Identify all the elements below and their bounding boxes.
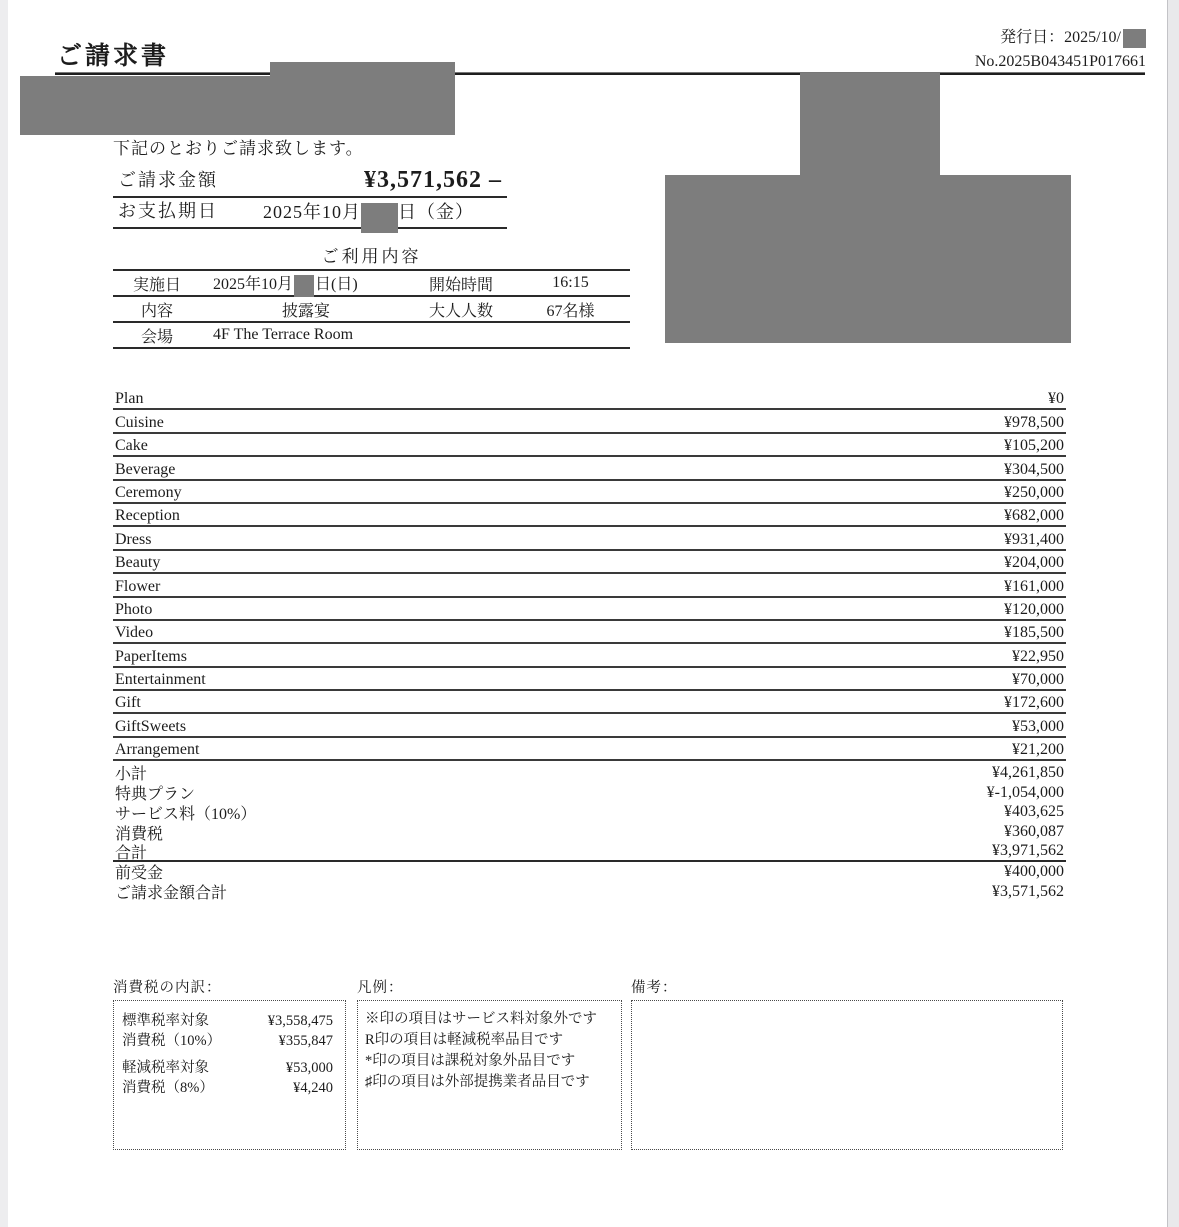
tax-label: 消費税（8%） bbox=[122, 1080, 214, 1096]
usage-date-prefix: 2025年10月 bbox=[213, 275, 294, 293]
total-amount: ¥3,971,562 bbox=[992, 842, 1064, 860]
header-rule bbox=[55, 72, 1145, 75]
issue-date-row bbox=[870, 26, 1146, 50]
item-label: Ceremony bbox=[115, 483, 182, 501]
item-label: Video bbox=[115, 624, 154, 642]
redaction-box-event-day bbox=[294, 275, 314, 297]
tax-breakdown-section bbox=[113, 976, 346, 1150]
item-amount: ¥161,000 bbox=[1004, 577, 1064, 595]
billing-amount-row bbox=[113, 164, 507, 198]
legend-line: *印の項目は課税対象外品目です bbox=[365, 1053, 576, 1069]
item-row bbox=[113, 504, 1066, 527]
total-label: ご請求金額合計 bbox=[115, 885, 228, 903]
usage-value-date bbox=[201, 271, 411, 295]
item-label: Gift bbox=[115, 694, 141, 712]
issue-date-label: 発行日：2025/10/ bbox=[1000, 29, 1121, 46]
legend-line: ※印の項目はサービス料対象外です bbox=[365, 1011, 597, 1027]
page-edge-right bbox=[1167, 0, 1179, 1227]
due-date-row bbox=[113, 198, 507, 229]
due-date-suffix: 日（金） bbox=[398, 202, 474, 223]
redaction-box-issuer bbox=[665, 175, 1071, 343]
item-row bbox=[113, 598, 1066, 621]
item-label: Reception bbox=[115, 507, 180, 525]
item-amount: ¥105,200 bbox=[1004, 437, 1064, 455]
item-row bbox=[113, 410, 1066, 433]
item-label: Beauty bbox=[115, 554, 161, 572]
total-label: 前受金 bbox=[115, 865, 164, 883]
item-row bbox=[113, 481, 1066, 504]
usage-row-venue bbox=[113, 323, 630, 349]
item-amount: ¥0 bbox=[1048, 390, 1064, 408]
item-label: Dress bbox=[115, 530, 152, 548]
total-label: 小計 bbox=[115, 766, 148, 784]
usage-label-adults: 大人人数 bbox=[428, 302, 493, 320]
usage-value-venue: 4F The Terrace Room bbox=[213, 326, 354, 343]
item-row bbox=[113, 387, 1066, 410]
item-row bbox=[113, 691, 1066, 714]
item-row bbox=[113, 668, 1066, 691]
due-date-label: お支払期日 bbox=[118, 201, 218, 221]
due-date-value bbox=[263, 198, 474, 225]
redaction-box-recipient bbox=[20, 76, 455, 135]
item-label: Photo bbox=[115, 600, 153, 618]
total-amount: ¥400,000 bbox=[1004, 862, 1064, 880]
tax-breakdown-row bbox=[122, 1078, 333, 1098]
usage-value-adults: 67名様 bbox=[546, 302, 595, 320]
item-row bbox=[113, 644, 1066, 667]
item-amount: ¥53,000 bbox=[1012, 717, 1064, 735]
usage-label-content: 内容 bbox=[140, 302, 173, 320]
item-amount: ¥185,500 bbox=[1004, 624, 1064, 642]
legend-section bbox=[357, 976, 622, 1150]
legend-box bbox=[357, 1000, 622, 1150]
item-amount: ¥120,000 bbox=[1004, 600, 1064, 618]
item-label: Entertainment bbox=[115, 671, 206, 689]
billing-amount-label: ご請求金額 bbox=[118, 170, 218, 190]
item-row bbox=[113, 551, 1066, 574]
header-right bbox=[870, 26, 1146, 74]
item-row bbox=[113, 434, 1066, 457]
item-label: Beverage bbox=[115, 460, 176, 478]
tax-amount: ¥53,000 bbox=[285, 1060, 333, 1076]
legend-title: 凡例： bbox=[357, 980, 404, 996]
remarks-box bbox=[631, 1000, 1063, 1150]
total-label: 特典プラン bbox=[115, 786, 196, 804]
totals-table bbox=[113, 763, 1066, 902]
item-row bbox=[113, 457, 1066, 480]
usage-row-date bbox=[113, 271, 630, 297]
page-edge-left bbox=[0, 0, 8, 1227]
total-row bbox=[113, 842, 1066, 862]
total-row bbox=[113, 822, 1066, 842]
total-label: サービス料（10%） bbox=[115, 806, 257, 823]
usage-table-title: ご利用内容 bbox=[113, 242, 630, 271]
total-row bbox=[113, 862, 1066, 882]
redaction-box-recipient-top bbox=[270, 62, 455, 77]
redaction-box-due-day bbox=[361, 203, 398, 233]
usage-label-start-time: 開始時間 bbox=[428, 276, 493, 294]
tax-amount: ¥355,847 bbox=[278, 1033, 333, 1049]
legend-line: R印の項目は軽減税率品目です bbox=[365, 1032, 564, 1048]
tax-label: 標準税率対象 bbox=[122, 1013, 209, 1029]
usage-label-venue: 会場 bbox=[140, 328, 173, 346]
item-row bbox=[113, 574, 1066, 597]
total-label: 合計 bbox=[115, 844, 148, 862]
item-amount: ¥21,200 bbox=[1012, 741, 1064, 759]
item-row bbox=[113, 738, 1066, 761]
item-amount: ¥70,000 bbox=[1012, 671, 1064, 689]
item-row bbox=[113, 621, 1066, 644]
redaction-box-logo bbox=[800, 73, 940, 176]
total-row bbox=[113, 882, 1066, 902]
total-amount: ¥-1,054,000 bbox=[986, 783, 1064, 801]
tax-breakdown-box bbox=[113, 1000, 346, 1150]
total-amount: ¥3,571,562 bbox=[992, 882, 1064, 900]
due-date-prefix: 2025年10月 bbox=[263, 202, 361, 223]
item-amount: ¥22,950 bbox=[1012, 647, 1064, 665]
item-label: Cuisine bbox=[115, 413, 164, 431]
item-amount: ¥931,400 bbox=[1004, 530, 1064, 548]
item-row bbox=[113, 527, 1066, 550]
total-row bbox=[113, 803, 1066, 823]
billing-amount-value: ¥3,571,562 – bbox=[364, 167, 502, 193]
total-amount: ¥360,087 bbox=[1004, 823, 1064, 841]
usage-value-start-time: 16:15 bbox=[552, 274, 589, 291]
item-label: Arrangement bbox=[115, 741, 200, 759]
usage-row-content bbox=[113, 297, 630, 323]
total-row bbox=[113, 783, 1066, 803]
usage-date-suffix: 日(日) bbox=[315, 275, 358, 293]
item-label: Cake bbox=[115, 437, 148, 455]
usage-table bbox=[113, 242, 630, 349]
intro-text: 下記のとおりご請求致します。 bbox=[113, 139, 364, 158]
item-label: PaperItems bbox=[115, 647, 187, 665]
item-amount: ¥204,000 bbox=[1004, 554, 1064, 572]
item-row bbox=[113, 714, 1066, 737]
total-amount: ¥403,625 bbox=[1004, 803, 1064, 821]
total-label: 消費税 bbox=[115, 825, 164, 843]
tax-label: 消費税（10%） bbox=[122, 1033, 222, 1049]
remarks-title: 備考： bbox=[631, 980, 678, 996]
tax-breakdown-row bbox=[122, 1031, 333, 1051]
tax-breakdown-title: 消費税の内訳： bbox=[113, 980, 222, 996]
tax-amount: ¥4,240 bbox=[293, 1080, 333, 1096]
item-label: Plan bbox=[115, 390, 144, 408]
item-amount: ¥682,000 bbox=[1004, 507, 1064, 525]
usage-label-date: 実施日 bbox=[132, 276, 181, 294]
charge-items-table bbox=[113, 387, 1066, 761]
tax-breakdown-row bbox=[122, 1011, 333, 1031]
page-title: ご請求書 bbox=[57, 43, 170, 70]
remarks-section bbox=[631, 976, 1063, 1150]
item-label: Flower bbox=[115, 577, 161, 595]
item-amount: ¥172,600 bbox=[1004, 694, 1064, 712]
item-label: GiftSweets bbox=[115, 717, 187, 735]
item-amount: ¥250,000 bbox=[1004, 483, 1064, 501]
item-amount: ¥978,500 bbox=[1004, 413, 1064, 431]
legend-line: ♯印の項目は外部提携業者品目です bbox=[365, 1074, 590, 1090]
total-row bbox=[113, 763, 1066, 783]
invoice-number: No.2025B043451P017661 bbox=[974, 53, 1146, 70]
item-amount: ¥304,500 bbox=[1004, 460, 1064, 478]
tax-breakdown-row bbox=[122, 1058, 333, 1078]
usage-value-content: 披露宴 bbox=[281, 302, 330, 320]
tax-amount: ¥3,558,475 bbox=[267, 1013, 333, 1029]
redaction-box-issue-date bbox=[1123, 29, 1146, 48]
tax-label: 軽減税率対象 bbox=[122, 1060, 209, 1076]
total-amount: ¥4,261,850 bbox=[992, 763, 1064, 781]
